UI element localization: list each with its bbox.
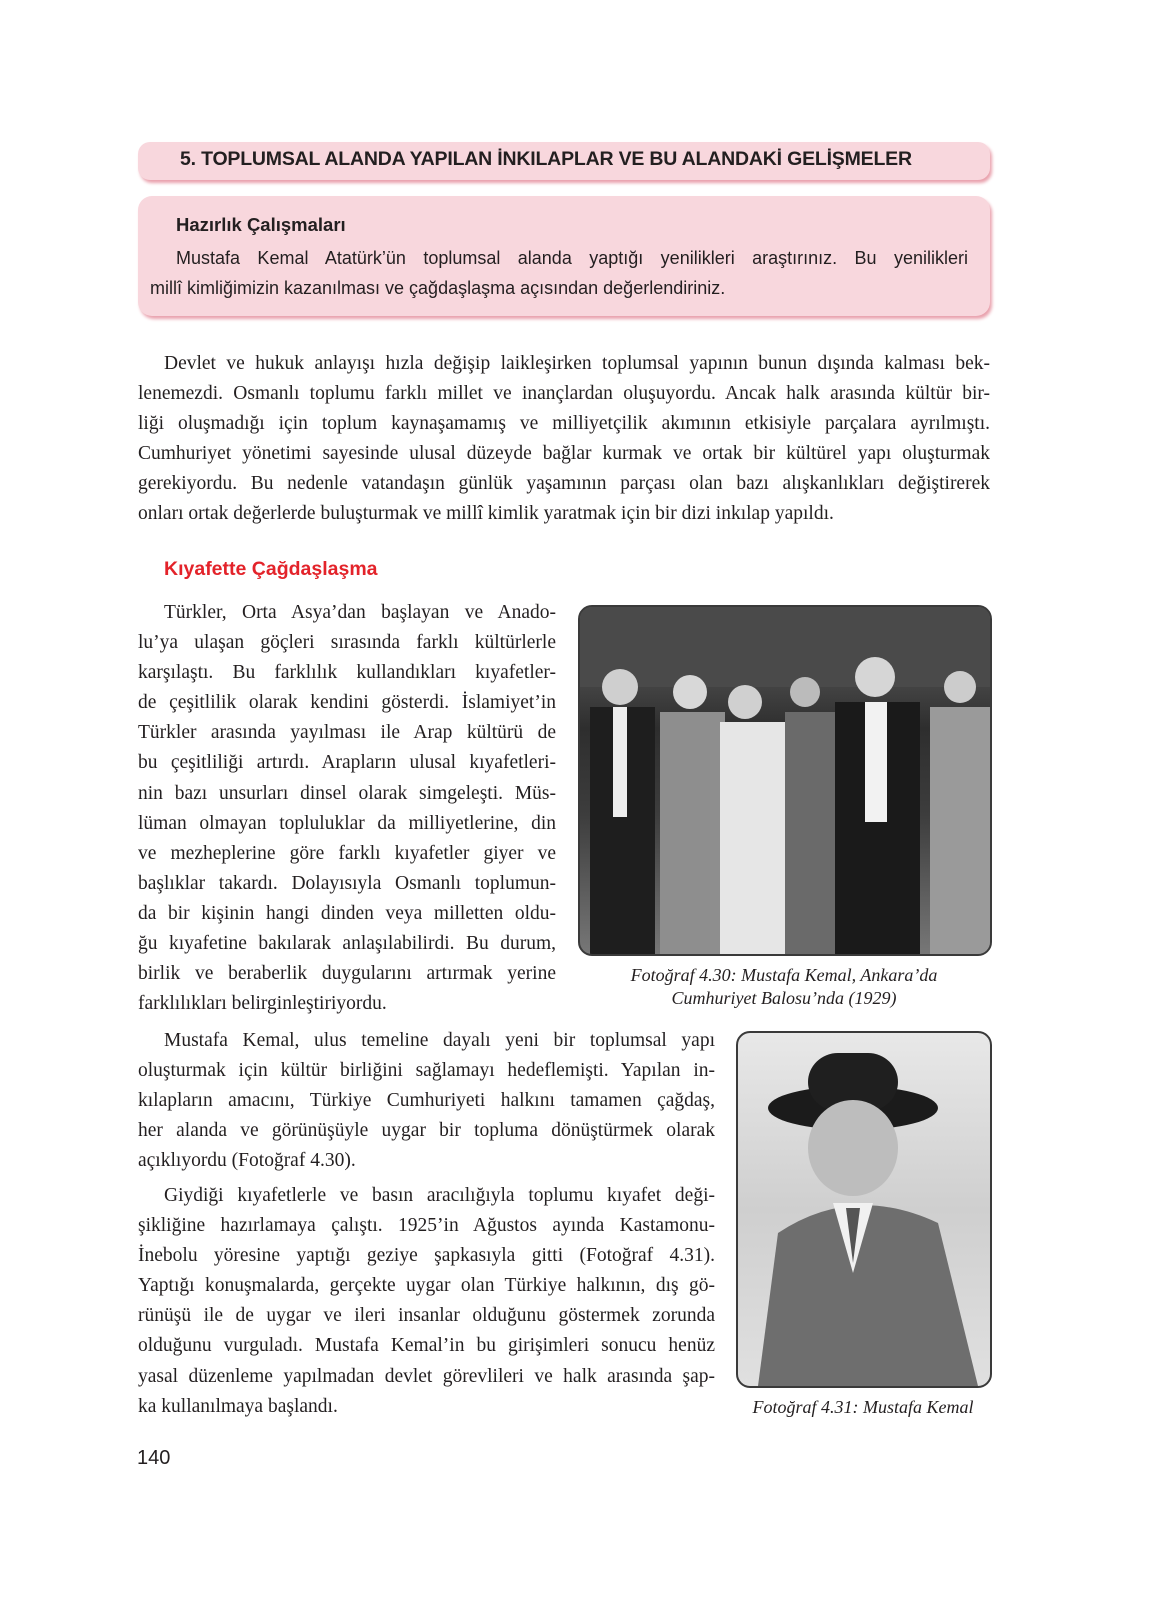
text-line: de çeşitlilik olarak kendini gösterdi. İslamiyet’in — [138, 692, 556, 714]
section-title-box — [138, 142, 990, 180]
subsection-title: Kıyafette Çağdaşlaşma — [164, 558, 378, 580]
text-line: lüman olmayan topluluklar da milliyetlerine, din — [138, 812, 556, 834]
preparation-text — [150, 243, 968, 303]
text-line: başlıklar takardı. Dolayısıyla Osmanlı toplumun- — [138, 872, 556, 894]
text-line: onları ortak değerlerde buluşturmak ve millî kimlik yaratmak için bir dizi inkılap yapıldı. — [138, 503, 834, 525]
page-number: 140 — [137, 1447, 171, 1469]
text-line: olduğunu vurguladı. Mustafa Kemal’in bu girişimleri sonucu henüz — [138, 1335, 715, 1357]
text-line: lenemezdi. Osmanlı toplumu farklı millet ve inançlardan oluşuyordu. Ancak halk arasında kültür bir- — [138, 383, 990, 405]
intro-paragraph — [138, 349, 990, 530]
text-line: İnebolu yöresine yaptığı geziye şapkasıyla gitti (Fotoğraf 4.31). — [138, 1245, 715, 1267]
photo-republic-ball — [578, 605, 992, 956]
photo-1-caption — [578, 964, 990, 1010]
text-line: Yaptığı konuşmalarda, gerçekte uygar olan Türkiye halkının, dış gö- — [138, 1275, 715, 1297]
text-line: liği oluşmadığı için toplum kaynaşamamış ve milliyetçilik akımının etkisiyle parçalara ayrılmıştı. — [138, 413, 990, 435]
text-line: Cumhuriyet Balosu’nda (1929) — [671, 988, 897, 1008]
text-line: Türkler, Orta Asya’dan başlayan ve Anado- — [164, 602, 556, 623]
text-line: nin bazı unsurları dinsel olarak simgeleşti. Müs- — [138, 782, 556, 804]
text-line: lu’ya ulaşan göçleri sırasında farklı kültürlerle — [138, 632, 556, 654]
paragraph-3 — [138, 1026, 715, 1176]
text-line: rünüşü ile de uygar ve ileri insanlar olduğunu göstermek zorunda — [138, 1305, 715, 1327]
paragraph-4 — [138, 1181, 715, 1422]
text-line: kılapların amacını, Türkiye Cumhuriyeti halkını tamamen çağdaş, — [138, 1090, 715, 1112]
text-line: açıklıyordu (Fotoğraf 4.30). — [138, 1150, 356, 1172]
text-line: bu çeşitliliği artırdı. Arapların ulusal kıyafetleri- — [138, 752, 556, 774]
photo-2-caption — [736, 1396, 990, 1419]
text-line: yasal düzenleme yapılmadan devlet görevlileri ve halk arasında şap- — [138, 1365, 715, 1387]
text-line: birlik ve beraberlik duygularını artırmak yerine — [138, 963, 556, 985]
column-paragraph — [138, 598, 556, 1019]
text-line: millî kimliğimizin kazanılması ve çağdaşlaşma açısından değerlendiriniz. — [150, 278, 726, 298]
text-line: da bir kişinin hangi dinden veya milletten oldu- — [138, 902, 556, 924]
text-line: Mustafa Kemal Atatürk’ün toplumsal alanda yaptığı yenilikleri araştırınız. Bu yenilikleri — [176, 248, 968, 268]
preparation-title: Hazırlık Çalışmaları — [176, 214, 346, 235]
preparation-box — [138, 196, 990, 316]
text-line: Mustafa Kemal, ulus temeline dayalı yeni bir toplumsal yapı — [164, 1030, 715, 1051]
text-line: Devlet ve hukuk anlayışı hızla değişip laikleşirken toplumsal yapının bunun dışında kalması bek- — [164, 353, 990, 374]
text-line: farklılıkları belirginleştiriyordu. — [138, 993, 387, 1015]
text-line: karşılaştı. Bu farklılık kullandıkları kıyafetler- — [138, 662, 556, 684]
text-line: her alanda ve görünüşüyle uygar bir topluma dönüştürmek olarak — [138, 1120, 715, 1142]
text-line: Türkler arasında yayılması ile Arap kültürü de — [138, 722, 556, 744]
text-line: ve mezheplerine göre farklı kıyafetler giyer ve — [138, 842, 556, 864]
photo-republic-ball-image — [580, 607, 990, 954]
text-line: şikliğine hazırlamaya çalıştı. 1925’in Ağustos ayında Kastamonu- — [138, 1215, 715, 1237]
photo-mustafa-kemal-hat-image — [738, 1033, 990, 1386]
text-line: Fotoğraf 4.30: Mustafa Kemal, Ankara’da — [630, 965, 938, 985]
text-line: gerekiyordu. Bu nedenle vatandaşın günlük yaşamının parçası olan bazı alışkanlıkları değiştirerek — [138, 473, 990, 495]
text-line: ka kullanılmaya başlandı. — [138, 1395, 338, 1417]
photo-mustafa-kemal-hat — [736, 1031, 992, 1388]
text-line: oluşturmak için kültür birliğini sağlamayı hedeflemişti. Yapılan in- — [138, 1060, 715, 1082]
section-title: 5. TOPLUMSAL ALANDA YAPILAN İNKILAPLAR VE BU ALANDAKİ GELİŞMELER — [180, 148, 912, 170]
text-line: Fotoğraf 4.31: Mustafa Kemal — [752, 1397, 974, 1417]
text-line: ğu kıyafetine bakılarak anlaşılabilirdi. Bu durum, — [138, 933, 556, 955]
text-line: Cumhuriyet yönetimi sayesinde ulusal düzeyde bağlar kurmak ve ortak bir kültürel yapı oluşturmak — [138, 443, 990, 465]
text-line: Giydiği kıyafetlerle ve basın aracılığıyla toplumu kıyafet deği- — [164, 1185, 715, 1206]
